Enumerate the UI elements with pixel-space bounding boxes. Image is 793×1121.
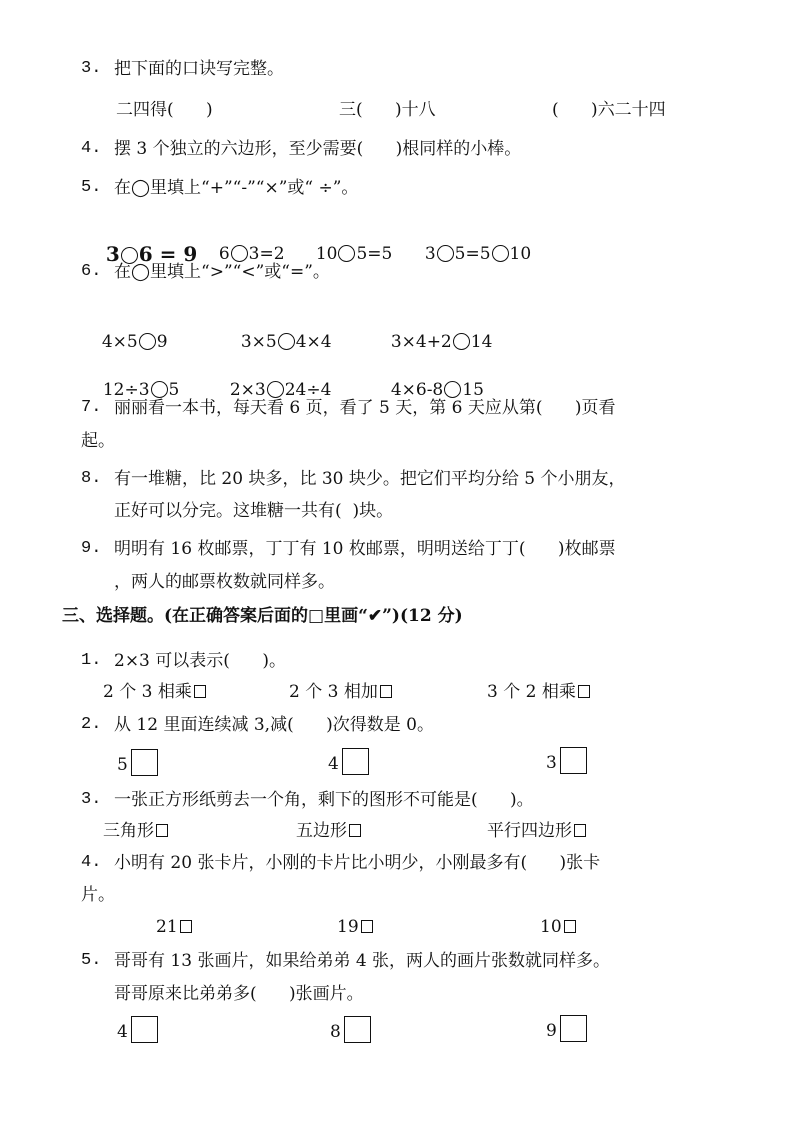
option-label: 2 个 3 相加	[289, 682, 378, 702]
q6-compare-r2b	[219, 357, 331, 401]
option-label: 2 个 3 相乘	[103, 682, 192, 702]
answer-checkbox[interactable]	[574, 824, 586, 837]
expr-part: 14	[470, 332, 493, 352]
q3-blank-c: ( )六二十四	[552, 100, 666, 120]
expr-part: 3	[105, 242, 120, 266]
q9-number: 9.	[81, 539, 102, 558]
q4-number: 4.	[81, 139, 102, 158]
expr-part: 5	[168, 380, 180, 400]
q6-compare-r2a	[92, 357, 179, 401]
q5-prompt: 在◯里填上“+”“-”“×”或“ ÷”。	[114, 178, 359, 198]
option-label: 4	[117, 1022, 128, 1042]
q6-prompt: 在◯里填上“>”“<”或“=”。	[114, 262, 330, 282]
c3-option-3	[487, 820, 586, 842]
c1-option-1	[103, 681, 206, 703]
option-label: 5	[117, 755, 128, 775]
c4-line-1: 小明有 20 张卡片，小刚的卡片比小明少，小刚最多有( )张卡	[114, 853, 601, 873]
q5-expression-2	[208, 221, 285, 265]
c4-option-1	[156, 916, 192, 938]
answer-checkbox[interactable]	[194, 685, 206, 698]
answer-circle[interactable]	[444, 381, 461, 398]
q7-line-1: 丽丽看一本书，每天看 6 页，看了 5 天，第 6 天应从第( )页看	[114, 398, 616, 418]
option-label: 三角形	[103, 821, 154, 841]
answer-checkbox[interactable]	[578, 685, 590, 698]
c4-number: 4.	[81, 853, 102, 872]
c3-prompt: 一张正方形纸剪去一个角，剩下的图形不可能是( )。	[114, 790, 534, 810]
answer-box[interactable]	[342, 748, 369, 775]
c5-option-3	[546, 1015, 587, 1042]
q9-line-2: ，两人的邮票枚数就同样多。	[114, 572, 335, 592]
q6-compare-r1c	[380, 309, 492, 353]
answer-checkbox[interactable]	[564, 920, 576, 933]
c4-option-3	[540, 916, 576, 938]
c3-number: 3.	[81, 790, 102, 809]
option-label: 10	[540, 917, 562, 937]
q5-number: 5.	[81, 178, 102, 197]
c1-number: 1.	[81, 651, 102, 670]
q6-compare-r1a	[91, 309, 168, 353]
expr-part: 4×6-8	[390, 380, 444, 400]
q6-compare-r2c	[380, 357, 484, 401]
c4-line-2: 片。	[81, 885, 115, 905]
answer-circle[interactable]	[231, 245, 248, 262]
c1-option-3	[487, 681, 590, 703]
q3-prompt: 把下面的口诀写完整。	[114, 59, 284, 79]
expr-part: 10	[315, 244, 338, 264]
answer-checkbox[interactable]	[180, 920, 192, 933]
expr-part: 15	[462, 380, 484, 400]
answer-box[interactable]	[560, 747, 587, 774]
expr-part: 3=2	[248, 244, 285, 264]
q3-blank-a: 二四得( )	[116, 100, 213, 120]
answer-checkbox[interactable]	[380, 685, 392, 698]
answer-box[interactable]	[560, 1015, 587, 1042]
c1-prompt: 2×3 可以表示( )。	[114, 651, 286, 671]
c2-number: 2.	[81, 715, 102, 734]
expr-part: 2×3	[229, 380, 266, 400]
q8-number: 8.	[81, 469, 102, 488]
answer-circle[interactable]	[492, 245, 509, 262]
q8-line-2: 正好可以分完。这堆糖一共有( )块。	[114, 501, 394, 521]
c5-option-1	[117, 1016, 158, 1043]
expr-part: 9	[156, 332, 168, 352]
c5-line-1: 哥哥有 13 张画片，如果给弟弟 4 张，两人的画片张数就同样多。	[114, 951, 611, 971]
q5-expression-3	[305, 221, 392, 265]
answer-checkbox[interactable]	[361, 920, 373, 933]
c4-option-2	[337, 916, 373, 938]
answer-circle[interactable]	[338, 245, 355, 262]
option-label: 19	[337, 917, 359, 937]
answer-circle[interactable]	[437, 245, 454, 262]
q5-expression-4	[414, 221, 531, 265]
expr-part: 3×5	[240, 332, 277, 352]
answer-circle[interactable]	[453, 333, 470, 350]
answer-box[interactable]	[344, 1016, 371, 1043]
expr-part: 5=5	[454, 244, 491, 264]
expr-part: 6 = 9	[138, 242, 198, 266]
q6-compare-r1b	[230, 309, 332, 353]
c2-option-2	[328, 748, 369, 775]
expr-part: 3	[424, 244, 436, 264]
expr-part: 4×5	[101, 332, 138, 352]
expr-part: 6	[218, 244, 230, 264]
option-label: 3	[546, 753, 557, 773]
expr-part: 10	[509, 244, 532, 264]
c2-option-1	[117, 749, 158, 776]
answer-circle[interactable]	[139, 333, 156, 350]
q3-number: 3.	[81, 59, 102, 78]
q6-number: 6.	[81, 262, 102, 281]
expr-part: 4×4	[295, 332, 332, 352]
c2-prompt: 从 12 里面连续减 3,减( )次得数是 0。	[114, 715, 434, 735]
option-label: 五边形	[296, 821, 347, 841]
option-label: 平行四边形	[487, 821, 572, 841]
c3-option-1	[103, 820, 168, 842]
c5-line-2: 哥哥原来比弟弟多( )张画片。	[114, 984, 364, 1004]
option-label: 21	[156, 917, 178, 937]
c3-option-2	[296, 820, 361, 842]
option-label: 9	[546, 1021, 557, 1041]
expr-part: 5=5	[356, 244, 393, 264]
q7-number: 7.	[81, 398, 102, 417]
q4-prompt: 摆 3 个独立的六边形，至少需要( )根同样的小棒。	[114, 139, 522, 159]
section-3-title: 三、选择题。(在正确答案后面的□里画“✔”)(12 分)	[62, 606, 463, 626]
c1-option-2	[289, 681, 392, 703]
expr-part: 3×4+2	[390, 332, 452, 352]
answer-circle[interactable]	[278, 333, 295, 350]
c5-number: 5.	[81, 951, 102, 970]
answer-box[interactable]	[131, 1016, 158, 1043]
q8-line-1: 有一堆糖，比 20 块多，比 30 块少。把它们平均分给 5 个小朋友，	[114, 469, 626, 489]
c5-option-2	[330, 1016, 371, 1043]
answer-checkbox[interactable]	[349, 824, 361, 837]
expr-part: 24÷4	[284, 380, 332, 400]
answer-checkbox[interactable]	[156, 824, 168, 837]
answer-circle[interactable]	[151, 381, 168, 398]
q7-line-2: 起。	[81, 431, 115, 451]
c2-option-3	[546, 747, 587, 774]
q3-blank-b: 三( )十八	[339, 100, 436, 120]
expr-part: 12÷3	[102, 380, 150, 400]
answer-box[interactable]	[131, 749, 158, 776]
option-label: 8	[330, 1022, 341, 1042]
answer-circle[interactable]	[267, 381, 284, 398]
option-label: 3 个 2 相乘	[487, 682, 576, 702]
option-label: 4	[328, 754, 339, 774]
q9-line-1: 明明有 16 枚邮票，丁丁有 10 枚邮票，明明送给丁丁( )枚邮票	[114, 539, 616, 559]
